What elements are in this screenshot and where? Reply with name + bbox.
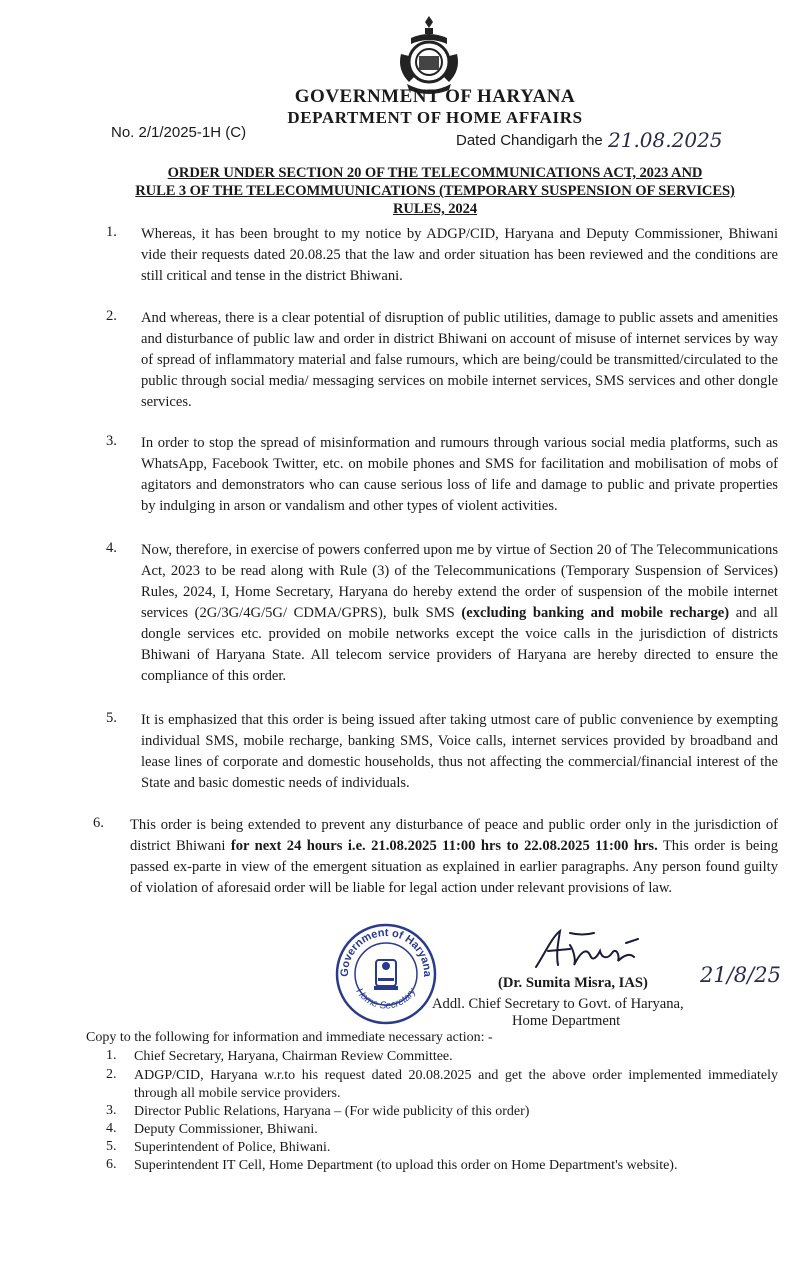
dated-label: Dated Chandigarh the (456, 132, 603, 149)
paragraph-bold-text: for next 24 hours i.e. 21.08.2025 11:00 hrs to 22.08.2025 11:00 hrs. (230, 838, 658, 854)
copy-item-number: 4. (106, 1121, 117, 1136)
copy-item: ADGP/CID, Haryana w.r.to his request dated 20.08.2025 and get the above order implemented immediately through all mobile service providers. (134, 1068, 778, 1101)
reference-number: No. 2/1/2025-1H (C) (111, 124, 247, 141)
paragraph-number: 1. (106, 224, 117, 240)
paragraph-text: Now, therefore, in exercise of powers conferred upon me by virtue of Section 20 of The Telecommunications Act, 2023 to be read along with Rule (3) of the Telecommunications (Temporary Suspension of Services) Rules, 2024, I, Home Secretary, Haryana do hereby extend the order of suspension of the mobile internet services (2G/3G/4G/5G/ CDMA/GPRS), bulk SMS (141, 542, 778, 621)
government-heading: GOVERNMENT OF HARYANA (294, 86, 576, 107)
copy-item: Superintendent of Police, Bhiwani. (134, 1140, 331, 1155)
copy-item-number: 2. (106, 1067, 117, 1082)
paragraph-text: This order is being passed ex-parte in view of the emergent situation as explained in earlier paragraphs. Any person found guilty of violation of aforesaid order will be liable for legal action under relevant provisions of law. (130, 838, 779, 896)
handwritten-signature-icon (530, 925, 680, 973)
paragraph-number: 3. (106, 433, 117, 449)
paragraph-2: And whereas, there is a clear potential of disruption of public utilities, damage to public assets and amenities and disturbance of public law and order in district Bhiwani on account of misuse of internet services by way of spread of inflammatory material and false rumours, which are being/could be transmitted/circulated to the public through social media/ messaging services on mobile internet services, SMS services and other dongle services. (141, 310, 778, 410)
paragraph-text: This order is being extended to prevent any disturbance of peace and public order only in the jurisdiction of district Bhiwani (130, 817, 778, 854)
signatory-designation: Addl. Chief Secretary to Govt. of Haryana, (432, 996, 684, 1012)
paragraph-number: 5. (106, 710, 117, 726)
order-title-line: RULE 3 OF THE TELECOMMUUNICATIONS (TEMPORARY SUSPENSION OF SERVICES) (135, 183, 735, 199)
copy-to-heading: Copy to the following for information and immediate necessary action: - (86, 1030, 493, 1045)
signatory-department: Home Department (512, 1013, 621, 1029)
order-title-line: ORDER UNDER SECTION 20 OF THE TELECOMMUNICATIONS ACT, 2023 AND (167, 165, 703, 181)
signatory-name: (Dr. Sumita Misra, IAS) (498, 975, 648, 991)
paragraph-4 (141, 540, 778, 687)
svg-text:Home Secretary: Home Secretary (353, 986, 419, 1012)
copy-item: Superintendent IT Cell, Home Department (to upload this order on Home Department's website). (134, 1158, 678, 1173)
paragraph-number: 2. (106, 308, 117, 324)
paragraph-bold-text: (excluding banking and mobile recharge) (461, 605, 730, 621)
state-emblem-icon (393, 14, 465, 96)
paragraph-1: Whereas, it has been brought to my notice by ADGP/CID, Haryana and Deputy Commissioner, Bhiwani vide their requests dated 20.08.25 that the law and order situation has been reviewed and the conditions are still critical and tense in the district Bhiwani. (141, 226, 778, 284)
paragraph-number: 4. (106, 540, 117, 556)
order-title-line: RULES, 2024 (392, 201, 478, 217)
paragraph-3: In order to stop the spread of misinformation and rumours through various social media platforms, such as WhatsApp, Facebook Twitter, etc. on mobile phones and SMS for facilitation and mobilisation of mobs of agitators and demonstrators who can cause serious loss of life and damage to public and private properties by indulging in arson or vandalism and other types of violent activities. (141, 435, 778, 514)
copy-item: Chief Secretary, Haryana, Chairman Review Committee. (134, 1049, 453, 1064)
department-heading: DEPARTMENT OF HOME AFFAIRS (287, 108, 583, 127)
paragraph-number: 6. (93, 815, 104, 831)
copy-item-number: 5. (106, 1139, 117, 1154)
svg-text:Government of Haryana: Government of Haryana (338, 926, 434, 977)
dated-value: 21.08.2025 (608, 128, 723, 152)
copy-item-number: 6. (106, 1157, 117, 1172)
signature-date: 21/8/25 (700, 963, 781, 987)
copy-item-number: 1. (106, 1048, 117, 1063)
copy-item: Deputy Commissioner, Bhiwani. (134, 1122, 318, 1137)
paragraph-6 (130, 815, 778, 899)
paragraph-5: It is emphasized that this order is being issued after taking utmost care of public convenience by exempting individual SMS, mobile recharge, banking SMS, Voice calls, internet services provided by broadband and lease lines of corporate and domestic households, thus not affecting the commercial/financial interest of the State and basic domestic needs of individuals. (141, 712, 778, 791)
seal-stamp-icon (334, 922, 438, 1026)
order-title (115, 164, 755, 218)
copy-item: Director Public Relations, Haryana – (For wide publicity of this order) (134, 1104, 530, 1119)
paragraph-text: and all dongle services etc. provided on mobile networks except the voice calls in the jurisdiction of districts Bhiwani of Haryana State. All telecom service providers of Haryana are hereby directed to ensure the compliance of this order. (141, 605, 778, 684)
copy-item-number: 3. (106, 1103, 117, 1118)
